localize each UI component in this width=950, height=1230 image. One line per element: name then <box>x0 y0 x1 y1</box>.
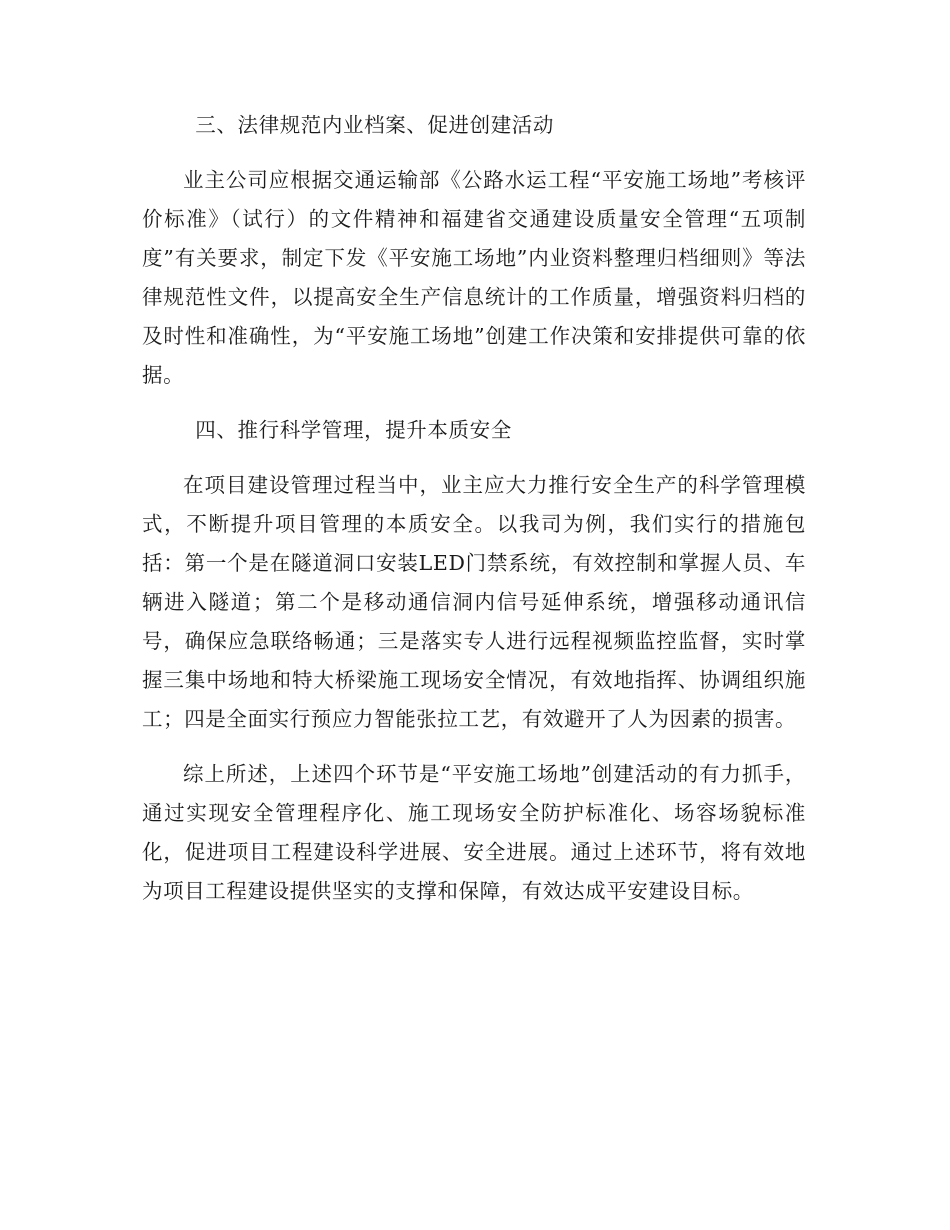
section-heading-3: 三、法律规范内业档案、促进创建活动 <box>195 113 554 137</box>
section-paragraph-4: 在项目建设管理过程当中，业主应大力推行安全生产的科学管理模式，不断提升项目管理的本质安全。以我司为例，我们实行的措施包括：第一个是在隧道洞口安装LED门禁系统，有效控制和掌握人员、车辆进入隧道；第二个是移动通信洞内信号延伸系统，增强移动通讯信号，确保应急联络畅通；三是落实专人进行远程视频监控监督，实时掌握三集中场地和特大桥梁施工现场安全情况，有效地指挥、协调组织施工；四是全面实行预应力智能张拉工艺，有效避开了人为因素的损害。 <box>142 473 806 731</box>
section-heading-4: 四、推行科学管理，提升本质安全 <box>195 418 512 442</box>
section-paragraph-3: 业主公司应根据交通运输部《公路水运工程“平安施工场地”考核评价标准》（试行）的文件精神和福建省交通建设质量安全管理“五项制度”有关要求，制定下发《平安施工场地”内业资料整理归档细则》等法律规范性文件，以提高安全生产信息统计的工作质量，增强资料归档的及时性和准确性，为“平安施工场地”创建工作决策和安排提供可靠的依据。 <box>142 168 806 387</box>
document-body <box>142 106 806 911</box>
conclusion-paragraph: 综上所述，上述四个环节是“平安施工场地”创建活动的有力抓手，通过实现安全管理程序化、施工现场安全防护标准化、场容场貌标准化，促进项目工程建设科学进展、安全进展。通过上述环节，将有效地为项目工程建设提供坚实的支撑和保障，有效达成平安建设目标。 <box>142 762 806 903</box>
